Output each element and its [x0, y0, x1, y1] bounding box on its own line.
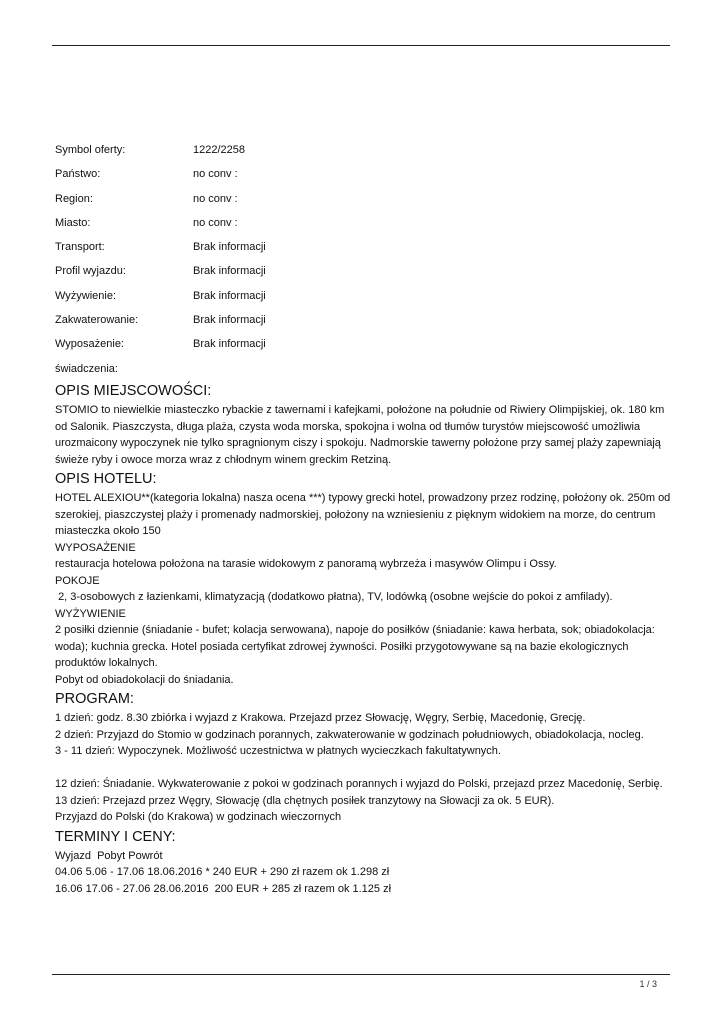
offer-value: no conv :	[193, 168, 238, 181]
offer-label: Państwo:	[55, 168, 101, 181]
program-day: 2 dzień: Przyjazd do Stomio w godzinach porannych, zakwaterowanie w godzinach południowych, obiadokolacja, nocleg.	[55, 728, 644, 741]
offer-label: Transport:	[55, 241, 105, 254]
miejscowosc-text: STOMIO to niewielkie miasteczko rybackie z tawernami i kafejkami, położone na południe od Riwiery Olimpijskiej, ok. 180 km od Salonik. Piaszczysta, długa plaża, czysta woda morska, spokojna i wolna od tłumów turystów miejscowość umożliwia urozmaicony wypoczynek nie tylko spragnionym ciszy i spokoju. Nadmorskie tawerny położone przy samej plaży zapewniają świeże ryby i owoce morza wraz z chłodnym winem greckim Retziną.	[55, 404, 665, 466]
wyzywienie-text: 2 posiłki dziennie (śniadanie - bufet; kolacja serwowana), napoje do posiłków (śniadanie: kawa herbata, sok; obiadokolacja: woda); kuchnia grecka. Hotel posiada certyfikat zdrowej żywności. Posiłki przygotowywane są na bazie ekologicznych produktów lokalnych.	[55, 624, 655, 669]
terminy-row: 16.06 17.06 - 27.06 28.06.2016 200 EUR + 285 zł razem ok 1.125 zł	[55, 882, 392, 895]
offer-row	[55, 214, 675, 238]
offer-label: Region:	[55, 192, 93, 205]
offer-row	[55, 190, 675, 214]
offer-info-table	[55, 141, 675, 384]
wyposazenie-title: WYPOSAŻENIE	[55, 541, 136, 554]
hotel-intro: HOTEL ALEXIOU**(kategoria lokalna) nasza ocena ***) typowy grecki hotel, prowadzony przez rodzinę, położony ok. 250m od szerokiej, piaszczystej plaży i promenady nadmorskiej, położony na wzniesieniu z pięknym widokiem na morze, do centrum miasteczka około 150	[55, 492, 671, 537]
section-heading-miejscowosc: OPIS MIEJSCOWOŚCI:	[55, 383, 212, 399]
spacer	[55, 760, 675, 777]
wyzywienie-title: WYŻYWIENIE	[55, 607, 126, 620]
offer-value: Brak informacji	[193, 289, 266, 302]
wyposazenie-text: restauracja hotelowa położona na tarasie widokowym z panoramą wybrzeża i masywów Olimpu i Ossy.	[55, 558, 557, 570]
terminy-row: 04.06 5.06 - 17.06 18.06.2016 * 240 EUR + 290 zł razem ok 1.298 zł	[55, 866, 390, 878]
offer-value: Brak informacji	[193, 265, 266, 278]
offer-value: no conv :	[193, 216, 238, 229]
program-day: 3 - 11 dzień: Wypoczynek. Możliwość uczestnictwa w płatnych wycieczkach fakultatywnych.	[55, 745, 501, 757]
pobyt-text: Pobyt od obiadokolacji do śniadania.	[55, 673, 234, 686]
offer-row	[55, 287, 675, 311]
offer-value: Brak informacji	[193, 241, 266, 254]
offer-value: Brak informacji	[193, 338, 266, 351]
offer-label: Symbol oferty:	[55, 144, 126, 156]
section-heading-terminy: TERMINY I CENY:	[55, 828, 176, 845]
offer-value: Brak informacji	[193, 314, 266, 327]
offer-value: no conv :	[193, 192, 238, 205]
program-day: 1 dzień: godz. 8.30 zbiórka i wyjazd z Krakowa. Przejazd przez Słowację, Węgry, Serbię, Macedonię, Grecję.	[55, 712, 586, 724]
terminy-header: Wyjazd Pobyt Powrót	[55, 849, 163, 862]
offer-label: Zakwaterowanie:	[55, 314, 139, 327]
pokoje-title: POKOJE	[55, 574, 100, 587]
offer-row	[55, 141, 675, 165]
offer-row	[55, 238, 675, 262]
page-number: 1 / 3	[639, 979, 657, 989]
offer-label: Miasto:	[55, 216, 91, 229]
offer-label: Wyposażenie:	[55, 338, 124, 351]
offer-row	[55, 165, 675, 189]
program-day: 13 dzień: Przejazd przez Węgry, Słowację (dla chętnych posiłek tranzytowy na Słowacji za ok. 5 EUR).	[55, 794, 555, 807]
program-day: Przyjazd do Polski (do Krakowa) w godzinach wieczornych	[55, 811, 342, 823]
offer-row	[55, 262, 675, 286]
offer-label: Wyżywienie:	[55, 289, 117, 302]
offer-description	[55, 380, 675, 897]
offer-label: Profil wyjazdu:	[55, 265, 126, 278]
footer-rule	[52, 974, 670, 975]
offer-row	[55, 311, 675, 335]
program-day: 12 dzień: Śniadanie. Wykwaterowanie z pokoi w godzinach porannych i wyjazd do Polski, przejazd przez Macedonię, Serbię.	[55, 778, 663, 790]
section-heading-program: PROGRAM:	[55, 691, 134, 707]
pokoje-text: 2, 3-osobowych z łazienkami, klimatyzacją (dodatkowo płatna), TV, lodówką (osobne wejście do pokoi z amfilady).	[55, 591, 613, 603]
section-heading-hotel: OPIS HOTELU:	[55, 471, 157, 487]
offer-value: 1222/2258	[193, 144, 245, 156]
header-rule	[52, 45, 670, 46]
offer-label: świadczenia:	[55, 362, 118, 375]
offer-row	[55, 335, 675, 359]
